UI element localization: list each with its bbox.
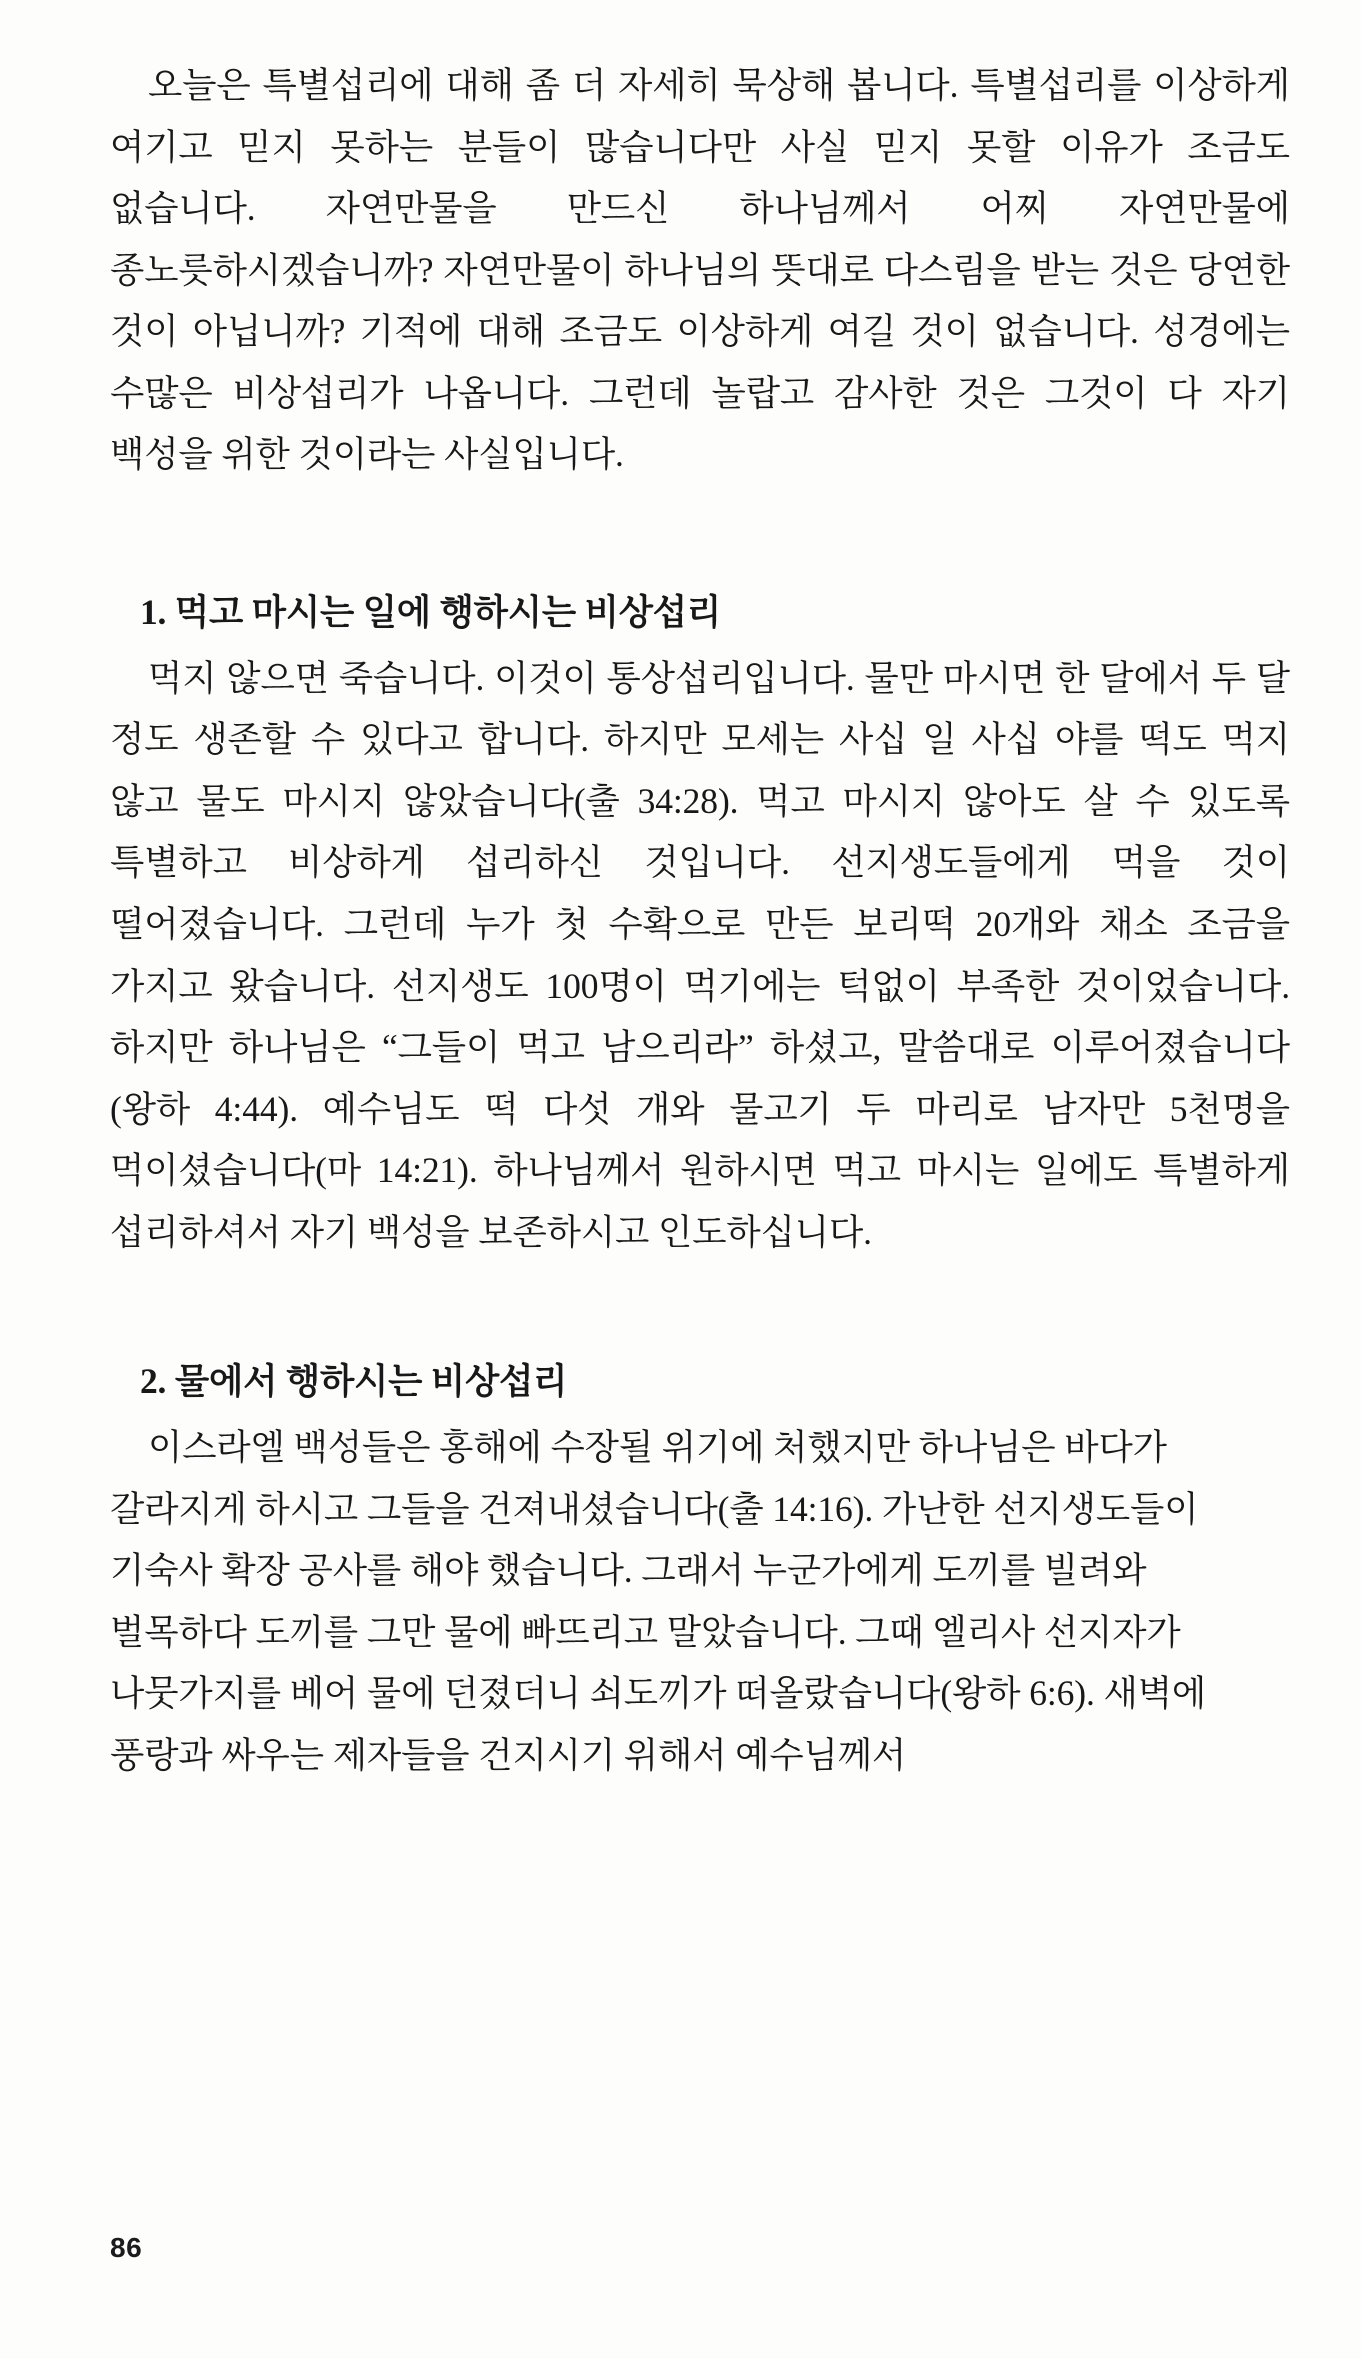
paragraph-section-2: 이스라엘 백성들은 홍해에 수장될 위기에 처했지만 하나님은 바다가 갈라지게 하시고 그들을 건져내셨습니다(출 14:16). 가난한 선지생도들이 기숙사 확장 공사를 해야 했습니다. 그래서 누군가에게 도끼를 빌려와 벌목하다 도끼를 그만 물에 빠뜨리고 말았습니다. 그때 엘리사 선지자가 나뭇가지를 베어 물에 던졌더니 쇠도끼가 떠올랐습니다(왕하 6:6). 새벽에 풍랑과 싸우는 제자들을 건지시기 위해서 예수님께서: [110, 1426, 1207, 1775]
section-spacer: [110, 486, 1290, 582]
section-heading-2: 2. 물에서 행하시는 비상섭리: [140, 1361, 568, 1402]
page-number: 86: [110, 2232, 143, 2263]
paragraph-section-1: 먹지 않으면 죽습니다. 이것이 통상섭리입니다. 물만 마시면 한 달에서 두 달 정도 생존할 수 있다고 합니다. 하지만 모세는 사십 일 사십 야를 떡도 먹지 않고 물도 마시지 않았습니다(출 34:28). 먹고 마시지 않아도 살 수 있도록 특별하고 비상하게 섭리하신 것입니다. 선지생도들에게 먹을 것이 떨어졌습니다. 그런데 누가 첫 수확으로 만든 보리떡 20개와 채소 조금을 가지고 왔습니다. 선지생도 100명이 먹기에는 턱없이 부족한 것이었습니다. 하지만 하나님은 “그들이 먹고 남으리라” 하셨고, 말씀대로 이루어졌습니다(왕하 4:44). 예수님도 떡 다섯 개와 물고기 두 마리로 남자만 5천명을 먹이셨습니다(마 14:21). 하나님께서 원하시면 먹고 마시는 일에도 특별하게 섭리하셔서 자기 백성을 보존하시고 인도하십니다.: [110, 657, 1290, 1252]
paragraph-intro: 오늘은 특별섭리에 대해 좀 더 자세히 묵상해 봅니다. 특별섭리를 이상하게 여기고 믿지 못하는 분들이 많습니다만 사실 믿지 못할 이유가 조금도 없습니다. 자연만물을 만드신 하나님께서 어찌 자연만물에 종노릇하시겠습니까? 자연만물이 하나님의 뜻대로 다스림을 받는 것은 당연한 것이 아닙니까? 기적에 대해 조금도 이상하게 여길 것이 없습니다. 성경에는 수많은 비상섭리가 나옵니다. 그런데 놀랍고 감사한 것은 그것이 다 자기 백성을 위한 것이라는 사실입니다.: [110, 65, 1290, 475]
section-spacer-2: [110, 1263, 1290, 1351]
page-content: [110, 55, 1290, 1786]
section-heading-1: 1. 먹고 마시는 일에 행하시는 비상섭리: [140, 592, 721, 633]
